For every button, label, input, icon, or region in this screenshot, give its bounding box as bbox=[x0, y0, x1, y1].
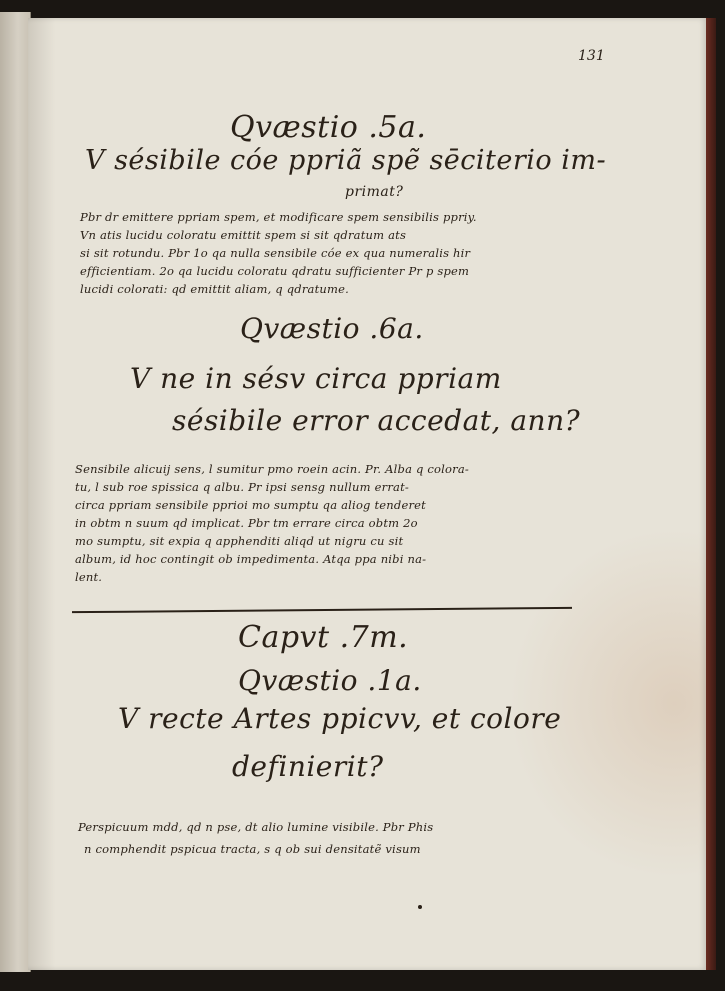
q6-answer-line: mo sumptu, sit expia q apphenditi aliqd ut nigru cu sit bbox=[75, 534, 404, 548]
q6-answer-line: tu, l sub roe spissica q albu. Pr ipsi sensg nullum errat- bbox=[75, 480, 409, 494]
q6-title: Qvæstio .6a. bbox=[240, 312, 424, 345]
q5-question-line2: primat? bbox=[345, 184, 404, 200]
book-edge bbox=[706, 18, 716, 970]
q6-answer bbox=[75, 460, 469, 586]
q6-answer-line: circa ppriam sensibile pprioi mo sumptu qa aliog tenderet bbox=[75, 498, 427, 512]
q5-title: Qvæstio .5a. bbox=[230, 110, 427, 145]
ink-dot bbox=[418, 905, 422, 909]
q5-answer-line: Vn atis lucidu coloratu emittit spem si sit qdratum ats bbox=[80, 228, 407, 242]
q5-answer-line: efficientiam. 2o qa lucidu coloratu qdratu sufficienter Pr p spem bbox=[80, 264, 470, 278]
chapter-answer-line: n comphendit pspicua tracta, s q ob sui densitatẽ visum bbox=[84, 842, 421, 856]
chapter-title: Capvt .7m. bbox=[238, 620, 409, 655]
q6-answer-line: lent. bbox=[75, 570, 103, 584]
chapter-answer-line: Perspicuum mdd, qd n pse, dt alio lumine visibile. Pbr Phis bbox=[78, 820, 434, 834]
q5-answer-line: lucidi colorati: qd emittit aliam, q qdratume. bbox=[80, 282, 349, 296]
q6-answer-line: in obtm n suum qd implicat. Pbr tm errare circa obtm 2o bbox=[75, 516, 418, 530]
q5-answer bbox=[80, 208, 477, 298]
q5-question-line1: V sésibile cóe ppriã spẽ sēciterio im- bbox=[85, 145, 607, 176]
q5-answer-line: Pbr dr emittere ppriam spem, et modificare spem sensibilis ppriy. bbox=[80, 210, 477, 224]
chapter-question-line2: definierit? bbox=[232, 750, 384, 783]
left-page-edge bbox=[0, 12, 31, 972]
chapter-question-line1: V recte Artes ppicvv, et colore bbox=[118, 702, 562, 735]
chapter-q1-title: Qvæstio .1a. bbox=[238, 664, 422, 697]
chapter-answer bbox=[78, 816, 433, 860]
folio-number: 131 bbox=[578, 48, 605, 64]
q6-answer-line: album, id hoc contingit ob impedimenta. Atqa ppa nibi na- bbox=[75, 552, 427, 566]
q6-answer-line: Sensibile alicuij sens, l sumitur pmo roein acin. Pr. Alba q colora- bbox=[75, 462, 470, 476]
q6-question-line1: V ne in sésv circa ppriam bbox=[130, 362, 502, 395]
q5-answer-line: si sit rotundu. Pbr 1o qa nulla sensibile cóe ex qua numeralis hir bbox=[80, 246, 471, 260]
q6-question-line2: sésibile error accedat, ann? bbox=[172, 404, 581, 437]
